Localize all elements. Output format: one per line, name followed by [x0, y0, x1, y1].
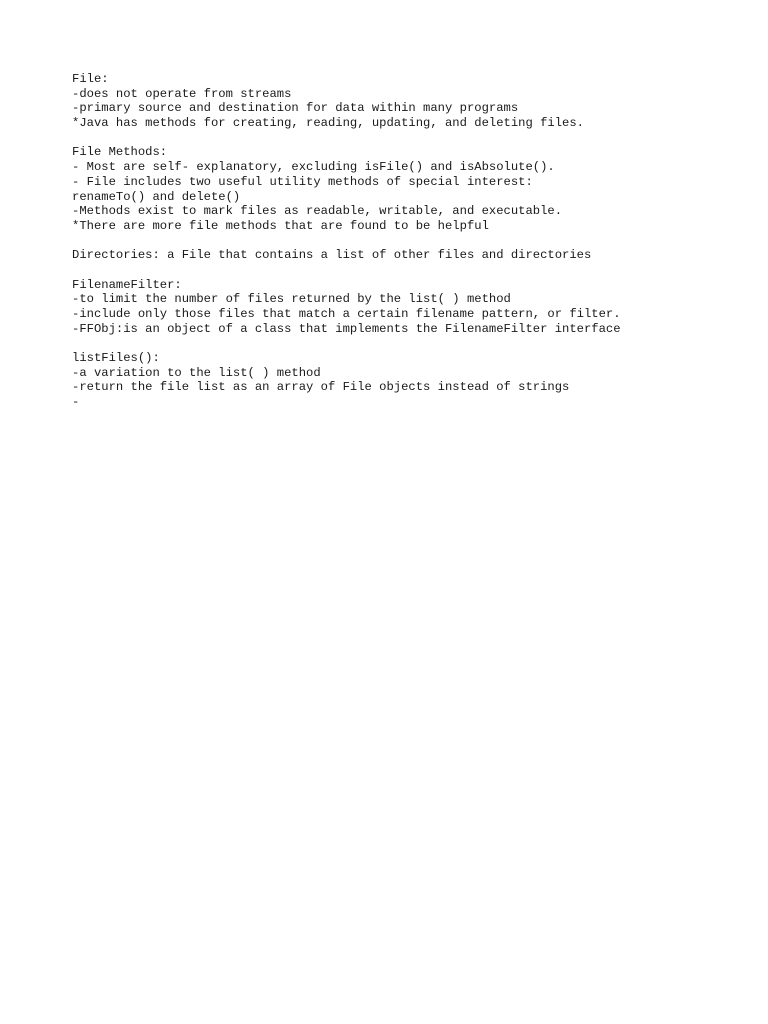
- text-line: -to limit the number of files returned by the list( ) method: [72, 292, 511, 307]
- text-line: - Most are self- explanatory, excluding isFile() and isAbsolute().: [72, 160, 555, 175]
- text-line: -FFObj:is an object of a class that implements the FilenameFilter interface: [72, 321, 621, 336]
- text-line: renameTo() and delete(): [72, 189, 241, 204]
- section-heading-directories: Directories: a File that contains a list of other files and directories: [72, 248, 592, 263]
- document-body: [72, 72, 712, 425]
- text-line: -include only those files that match a certain filename pattern, or filter.: [72, 307, 621, 321]
- text-line: -: [72, 395, 80, 410]
- section-heading-listfiles: listFiles():: [72, 351, 160, 366]
- text-line: - File includes two useful utility methods of special interest:: [72, 174, 533, 189]
- text-line: *There are more file methods that are found to be helpful: [72, 218, 489, 233]
- text-line: -return the file list as an array of File objects instead of strings: [72, 380, 570, 395]
- section-file: [72, 72, 712, 131]
- text-line: *Java has methods for creating, reading, updating, and deleting files.: [72, 116, 584, 131]
- text-line: -Methods exist to mark files as readable, writable, and executable.: [72, 204, 563, 219]
- section-heading-file: File:: [72, 72, 109, 86]
- section-file-methods: [72, 145, 712, 233]
- section-heading-file-methods: File Methods:: [72, 145, 168, 160]
- text-line: -does not operate from streams: [72, 86, 292, 101]
- section-filenamefilter: [72, 278, 712, 337]
- section-listfiles: [72, 351, 712, 410]
- section-heading-filenamefilter: FilenameFilter:: [72, 277, 182, 292]
- section-directories: [72, 248, 712, 263]
- text-line: -a variation to the list( ) method: [72, 365, 321, 380]
- text-line: -primary source and destination for data within many programs: [72, 101, 519, 116]
